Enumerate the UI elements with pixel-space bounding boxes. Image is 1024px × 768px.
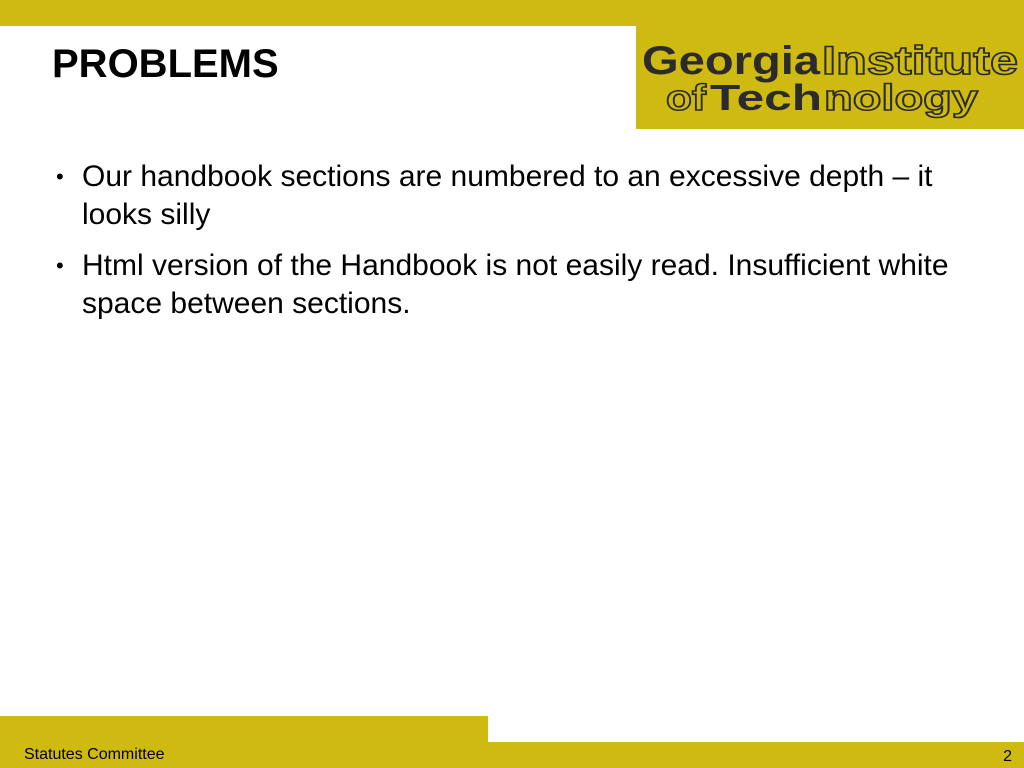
bullet-dot-icon: •: [56, 253, 64, 278]
logo-word-georgia: Georgia: [642, 39, 821, 83]
logo-word-institute: Institute: [822, 39, 1018, 83]
page-number: 2: [1003, 748, 1012, 765]
bullet-text: Our handbook sections are numbered to an excessive depth – it looks silly: [82, 160, 933, 231]
georgia-tech-logo: [636, 26, 1024, 129]
footer-committee-label: Statutes Committee: [24, 746, 165, 763]
svg-text:nology: [824, 77, 978, 118]
top-accent-band: [0, 0, 1024, 26]
bullet-dot-icon: •: [56, 164, 64, 189]
georgia-tech-logo-graphic: [636, 26, 1024, 129]
logo-word-of: of: [666, 77, 708, 118]
bullet-list: [56, 158, 1006, 336]
bullet-item: [56, 158, 1006, 234]
logo-word-nology: nology: [824, 77, 978, 118]
bullet-text: Html version of the Handbook is not easily read. Insufficient white space between sections.: [82, 249, 949, 320]
svg-text:of: [666, 77, 707, 118]
slide-title: PROBLEMS: [52, 42, 279, 86]
logo-word-tech: Tech: [710, 77, 822, 118]
bullet-item: [56, 247, 1006, 323]
svg-text:Tech: [710, 77, 822, 118]
